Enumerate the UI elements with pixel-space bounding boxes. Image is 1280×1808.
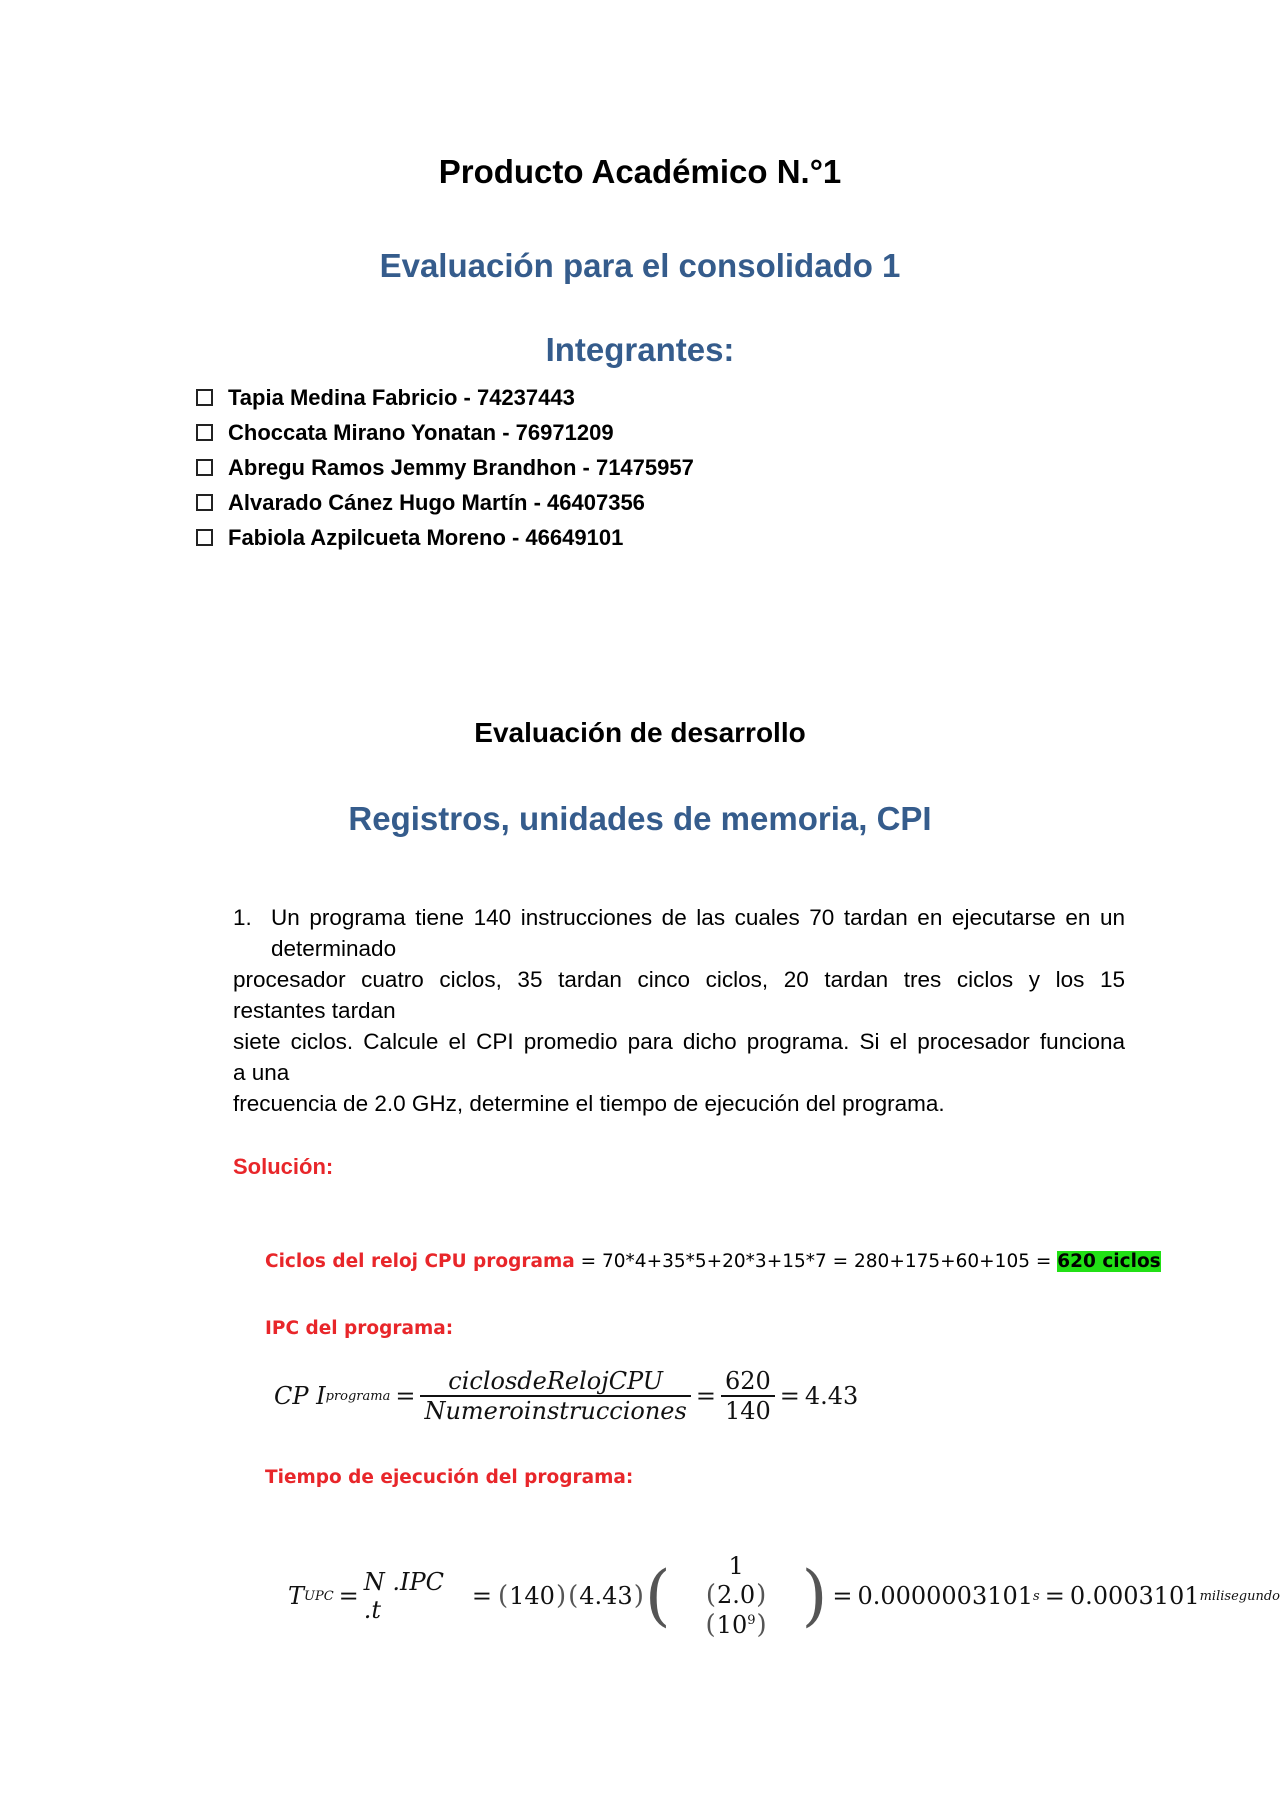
problem-statement — [233, 902, 1125, 1119]
section-subtitle: Registros, unidades de memoria, CPI — [348, 800, 932, 837]
problem-line: a una — [233, 1060, 290, 1085]
problem-line: frecuencia de 2.0 GHz, determine el tiempo de ejecución del programa. — [233, 1091, 945, 1116]
member-item — [196, 485, 694, 520]
tupc-pow-base: 10 — [716, 1611, 748, 1639]
problem-line: Un programa tiene 140 instrucciones de las cuales 70 tardan en ejecutarse en un — [271, 905, 1125, 930]
equals-sign: = — [779, 1382, 800, 1410]
member-item — [196, 450, 694, 485]
tupc-one: 1 — [728, 1552, 744, 1580]
equals-sign: = — [832, 1582, 853, 1610]
member-name: Choccata Mirano Yonatan - 76971209 — [228, 419, 614, 445]
member-item — [196, 415, 694, 450]
tupc-lhs: T — [288, 1582, 305, 1610]
member-name: Abregu Ramos Jemmy Brandhon - 71475957 — [228, 454, 694, 480]
checkbox-icon[interactable] — [196, 529, 213, 546]
cycles-label: Ciclos del reloj CPU programa — [265, 1251, 575, 1272]
tupc-time-fraction — [671, 1552, 802, 1640]
tupc-expression: N .IPC .t — [363, 1568, 445, 1624]
tupc-lhs-subscript: UPC — [304, 1588, 334, 1604]
cpi-numerator: ciclosdeRelojCPU — [420, 1367, 690, 1397]
time-label: Tiempo de ejecución del programa: — [265, 1467, 634, 1488]
members-list — [196, 380, 694, 555]
member-item — [196, 520, 694, 555]
checkbox-icon[interactable] — [196, 424, 213, 441]
checkbox-icon[interactable] — [196, 459, 213, 476]
problem-line: siete ciclos. Calcule el CPI promedio para dicho programa. Si el procesador funciona — [233, 1029, 1125, 1054]
checkbox-icon[interactable] — [196, 389, 213, 406]
equals-sign: = — [338, 1582, 359, 1610]
cpi-denominator: Numeroinstrucciones — [424, 1397, 687, 1425]
member-name: Alvarado Cánez Hugo Martín - 46407356 — [228, 489, 645, 515]
integrantes-heading: Integrantes: — [545, 331, 735, 368]
solution-label: Solución: — [233, 1154, 334, 1179]
cpi-fraction — [420, 1367, 690, 1425]
document-title: Producto Académico N.°1 — [438, 153, 842, 190]
tupc-denominator: $(2.0)(10^9)$ — [705, 1580, 767, 1640]
member-item — [196, 380, 694, 415]
equals-sign: = — [1044, 1582, 1065, 1610]
member-name: Tapia Medina Fabricio - 74237443 — [228, 384, 575, 410]
tupc-result-seconds: 0.0000003101 — [857, 1582, 1034, 1610]
member-name: Fabiola Azpilcueta Moreno - 46649101 — [228, 524, 624, 550]
problem-line: procesador cuatro ciclos, 35 tardan cinco ciclos, 20 tardan tres ciclos y los 15 — [233, 967, 1125, 992]
cycles-result: 620 ciclos — [1057, 1251, 1161, 1272]
cpi-den-value: 140 — [724, 1397, 771, 1425]
tupc-unit-ms: milisegundo — [1199, 1588, 1280, 1604]
cpi-formula — [274, 1367, 858, 1425]
tupc-ipc: 4.43 — [579, 1582, 633, 1610]
tupc-result-ms: 0.0003101 — [1069, 1582, 1200, 1610]
document-subtitle: Evaluación para el consolidado 1 — [379, 247, 901, 284]
cycles-line — [265, 1251, 1161, 1272]
cpi-lhs: CP I — [274, 1382, 326, 1410]
tupc-unit-seconds: s — [1033, 1588, 1040, 1604]
ipc-label: IPC del programa: — [265, 1318, 454, 1339]
equals-sign: = — [395, 1382, 416, 1410]
tupc-freq: 2.0 — [717, 1581, 756, 1609]
tupc-formula: T UPC = N .IPC .t = ( 140 ) ( 4.43 ) ( 1 $(2.0)(10^9)$ ) = 0.0000003101 s = 0.0003101 milisegundo — [288, 1552, 1280, 1640]
problem-number: 1. — [233, 905, 252, 930]
cpi-num-value: 620 — [721, 1367, 775, 1397]
cpi-lhs-subscript: programa — [325, 1388, 391, 1404]
section-title: Evaluación de desarrollo — [474, 717, 806, 748]
tupc-n: 140 — [509, 1582, 555, 1610]
equals-sign: = — [695, 1382, 716, 1410]
cpi-result: 4.43 — [804, 1382, 859, 1410]
cpi-value-fraction — [721, 1367, 775, 1425]
checkbox-icon[interactable] — [196, 494, 213, 511]
equals-sign: = — [471, 1582, 492, 1610]
problem-line: determinado — [271, 936, 397, 961]
problem-line: restantes tardan — [233, 998, 396, 1023]
tupc-pow-exp: 9 — [747, 1613, 756, 1628]
cycles-expression: = 70*4+35*5+20*3+15*7 = 280+175+60+105 = — [574, 1251, 1058, 1272]
